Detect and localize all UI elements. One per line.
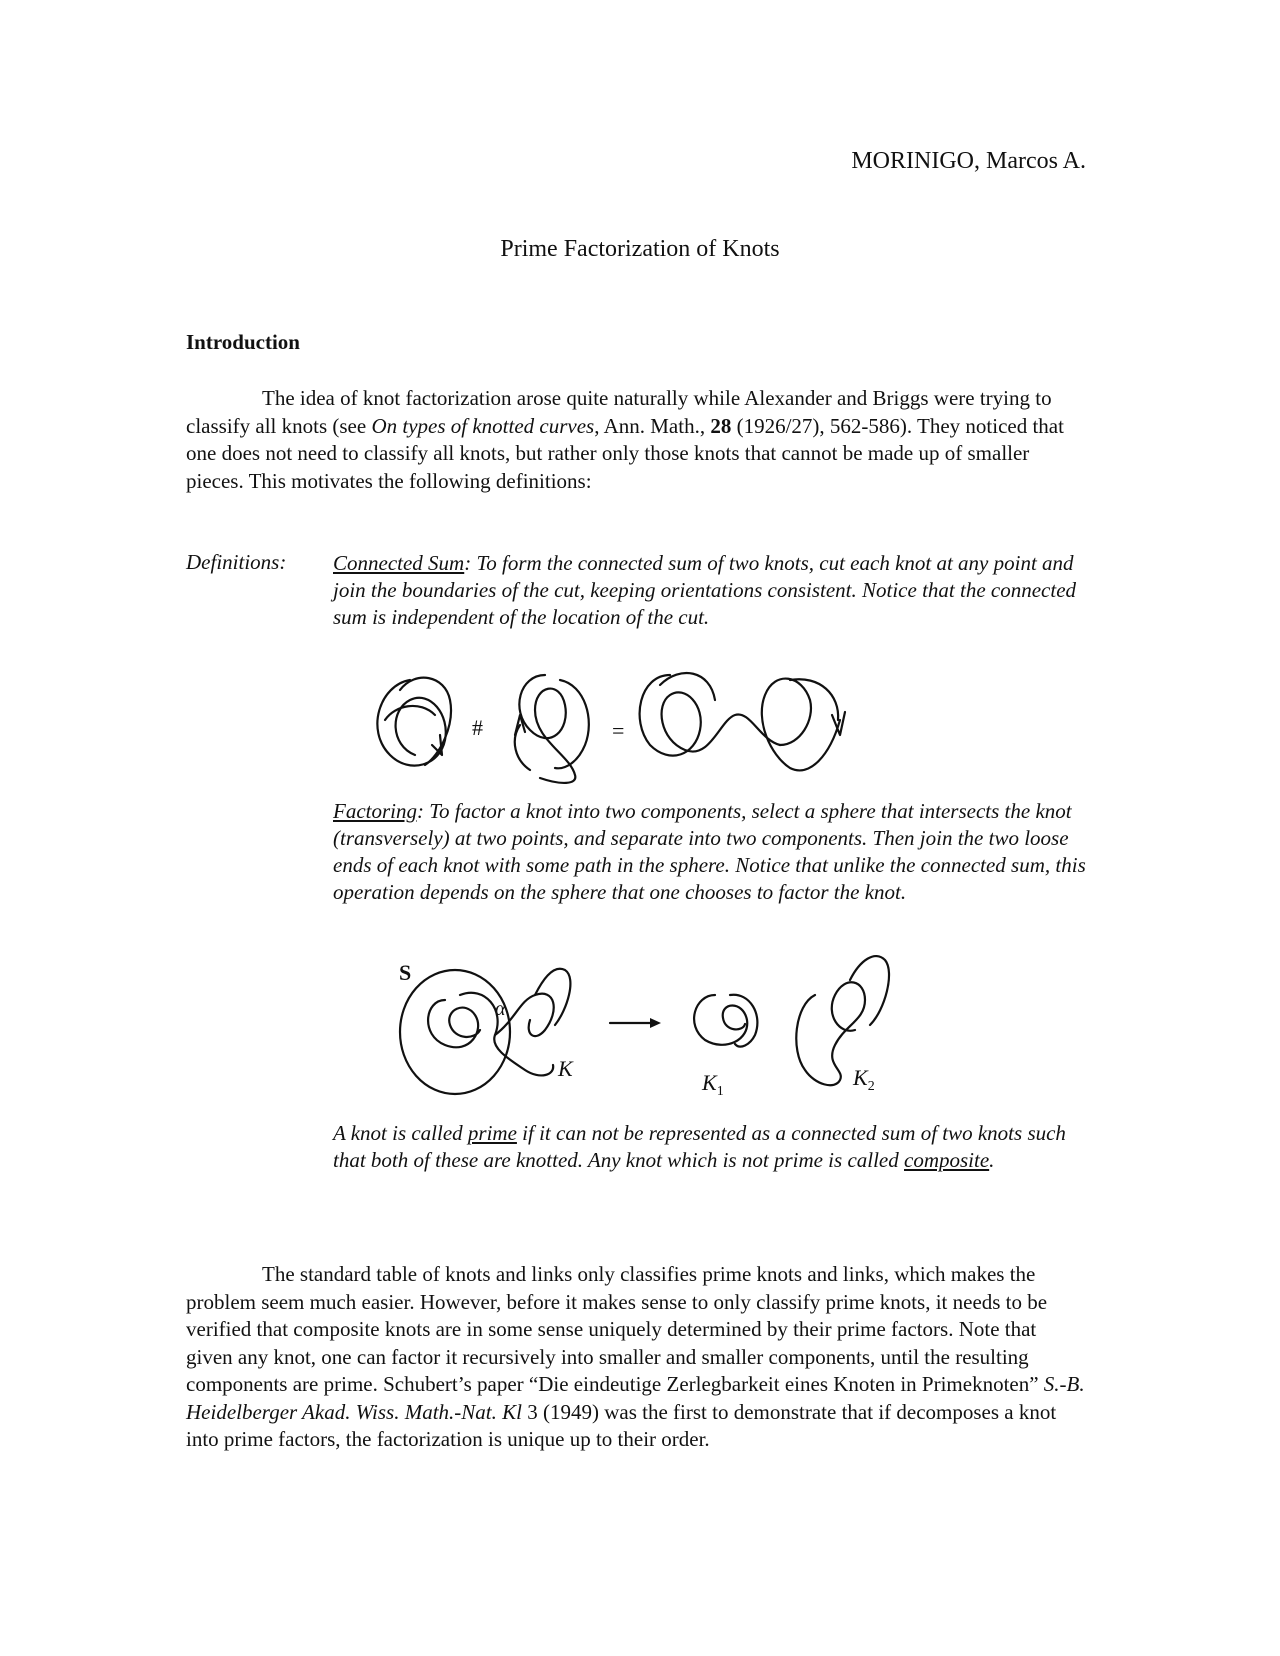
prime-definition [333,1120,1093,1174]
equals-symbol: = [612,718,625,743]
connected-sum-term: Connected Sum [333,551,465,575]
connected-sum-text: : To form the connected sum of two knots, cut each knot at any point and join the boundaries of the cut, keeping orientations consistent. Notice that the connected sum is independent of the location of the cut. [333,551,1077,629]
connected-sum-diagram [370,660,880,790]
prime-text-1: A knot is called [333,1121,468,1145]
reference-title: On types of knotted curves [371,413,595,438]
figure-eight-knot-b [515,675,589,783]
prime-text-3: . [989,1148,995,1172]
intro-text-3: (1926/27), 562-586). They noticed that one does not need to classify all knots, but rather only those knots that cannot be made up of smaller pieces. This motivates the following definitions: [186,413,1064,493]
composite-knot-result [640,673,845,770]
schubert-text-1: The standard table of knots and links only classifies prime knots and links, which makes the problem seem much easier. However, before it makes sense to only classify prime knots, it needs to be verified that composite knots are in some sense uniquely determined by their prime factors. Note that given any knot, one can factor it recursively into smaller and smaller components, until the resulting components are prime. Schubert’s paper “Die eindeutige Zerlegbarkeit eines Knoten in Primeknoten” [186,1262,1048,1396]
intro-paragraph [186,385,1086,495]
connected-sum-definition [333,550,1093,631]
intro-text-1: The idea of knot factorization arose quite naturally while Alexander and Briggs were trying to classify all knots (see [186,386,1052,438]
section-heading-introduction: Introduction [186,330,300,354]
knot-k1-label [701,1070,724,1099]
schubert-text-2: 3 (1949) was the first to demonstrate that if decomposes a knot into prime factors, the factorization is unique up to their order. [186,1399,1057,1451]
definitions-label: Definitions: [186,550,287,574]
reference-volume: 28 [710,413,732,438]
connected-sum-figure [370,660,880,790]
factoring-figure [395,940,915,1110]
factoring-definition [333,798,1093,906]
factoring-term: Factoring [333,799,417,823]
knot-k2 [796,956,889,1085]
schubert-paragraph [186,1261,1086,1454]
author-name: MORINIGO, Marcos A. [851,148,1086,174]
hash-symbol: # [472,715,483,740]
intro-text-2: , Ann. Math., [594,413,711,438]
knot-k1-letter: K [702,1070,717,1095]
prime-term: prime [467,1121,517,1145]
composite-term: composite [904,1148,990,1172]
knot-k2-label [852,1065,875,1094]
alpha-label: α [495,998,506,1020]
sphere-label: S [399,960,412,985]
factoring-text: : To factor a knot into two components, select a sphere that intersects the knot (transversely) at two points, and separate into two components. Then join the two loose ends of each knot with some path in the sphere. Notice that unlike the connected sum, this operation depends on the sphere that one chooses to factor the knot. [333,799,1086,904]
knot-k2-letter: K [853,1065,868,1090]
page-title: Prime Factorization of Knots [500,236,780,262]
knot-k1-subscript: 1 [716,1084,724,1099]
knot-k-label: K [558,1056,573,1081]
knot-k2-subscript: 2 [867,1079,875,1094]
prime-text-2: if it can not be represented as a connected sum of two knots such that both of these are knotted. Any knot which is not prime is called [333,1121,1066,1172]
arrow-right-icon [610,1018,661,1028]
knot-k [428,969,570,1076]
factoring-diagram [395,940,915,1110]
journal-citation: S.-B. Heidelberger Akad. Wiss. Math.-Nat. Kl [186,1372,1085,1424]
knot-k1 [694,995,757,1047]
trefoil-knot-a [377,678,451,766]
